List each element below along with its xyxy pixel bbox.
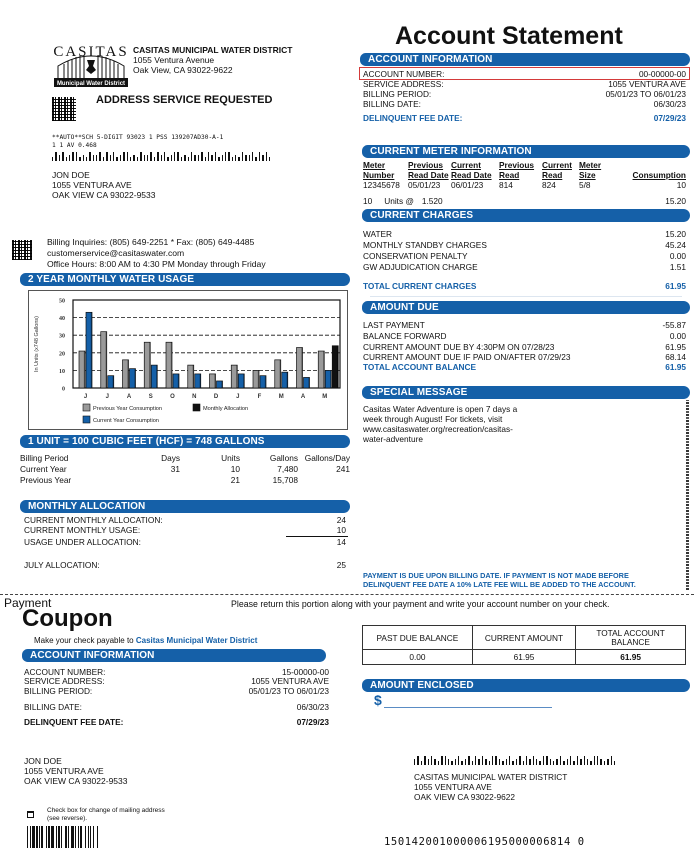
usage-header: 2 YEAR MONTHLY WATER USAGE <box>20 273 350 286</box>
barcode-bar <box>509 756 510 765</box>
barcode-bar <box>96 155 97 161</box>
bar-shadow <box>265 376 266 388</box>
y-tick-label: 30 <box>59 333 65 340</box>
bar-shadow <box>337 346 338 388</box>
charge-row: GW ADJUDICATION CHARGE 1.51 <box>363 262 686 272</box>
meter-header-row: Meter Previous Current Previous Current Meter <box>363 160 602 170</box>
y-tick-label: 20 <box>59 351 65 358</box>
dollar-sign: $ <box>374 692 382 708</box>
allocation-row: USAGE UNDER ALLOCATION: 14 <box>24 537 346 547</box>
payment-notice: PAYMENT IS DUE UPON BILLING DATE. IF PAYMENT IS NOT MADE BEFORE DELINQUENT FEE DATE A 10% LATE FEE WILL BE ADDED TO THE ACCOUNT. <box>363 571 636 589</box>
y-tick-label: 10 <box>59 368 65 375</box>
barcode-bar <box>573 761 574 765</box>
barcode-bar <box>441 756 442 765</box>
barcode-bar <box>174 152 175 161</box>
meter-header-row: Number Read Date Read Date Read Read Size Consumption <box>363 170 686 180</box>
remit-postal-barcode <box>414 756 615 765</box>
past-due-value: 0.00 <box>363 650 473 665</box>
barcode-bar <box>99 152 100 161</box>
barcode-bar <box>590 761 591 765</box>
bar-shadow <box>113 376 114 388</box>
account-barcode <box>27 826 100 848</box>
barcode-bar <box>584 756 585 765</box>
barcode-bar <box>86 157 87 161</box>
barcode-bar <box>127 152 128 161</box>
barcode-bar <box>249 155 250 161</box>
barcode-bar <box>154 157 155 161</box>
barcode-bar <box>83 155 84 161</box>
qr-code-icon <box>52 97 76 121</box>
y-axis-label: In Units (x748 Gallons) <box>34 316 40 372</box>
barcode-bar <box>194 155 195 161</box>
barcode-bar <box>424 756 425 765</box>
customer-name: JON DOE <box>52 170 90 180</box>
barcode-bar <box>529 759 530 765</box>
barcode-bar <box>188 157 189 161</box>
barcode-bar <box>140 152 141 161</box>
barcode-bar <box>492 756 493 765</box>
amount-enclosed-header: AMOUNT ENCLOSED <box>362 679 690 692</box>
barcode-bar <box>580 759 581 765</box>
bar-shadow <box>127 360 128 388</box>
barcode-bar <box>533 756 534 765</box>
barcode-bar <box>539 761 540 765</box>
barcode-bar <box>238 157 239 161</box>
bar-shadow <box>156 365 157 388</box>
bar-shadow <box>236 365 237 388</box>
barcode-bar <box>560 756 561 765</box>
amount-due-row: BALANCE FORWARD 0.00 <box>363 331 686 341</box>
barcode-bar <box>594 756 595 765</box>
bar-shadow <box>91 312 92 388</box>
barcode-bar <box>607 759 608 765</box>
current-amount-value: 61.95 <box>472 650 575 665</box>
barcode-bar <box>252 152 253 161</box>
barcode-bar <box>536 759 537 765</box>
barcode-bar <box>130 157 131 161</box>
qr-code-icon <box>12 240 32 260</box>
barcode-bar <box>69 155 70 161</box>
barcode-bar <box>570 756 571 765</box>
bar-shadow <box>149 342 150 388</box>
coupon-account-row: BILLING DATE: 06/30/23 <box>24 702 329 712</box>
july-allocation-row: JULY ALLOCATION: 25 <box>24 560 346 570</box>
divider <box>370 296 682 297</box>
barcode-bar <box>232 157 233 161</box>
y-tick-label: 0 <box>62 386 65 393</box>
barcode-bar <box>184 155 185 161</box>
svg-text:Municipal Water District: Municipal Water District <box>56 81 126 87</box>
amount-enclosed-input[interactable] <box>384 707 552 708</box>
remit-city: OAK VIEW CA 93022-9622 <box>414 792 516 802</box>
account-info-header: ACCOUNT INFORMATION <box>360 53 690 66</box>
bar-shadow <box>323 351 324 388</box>
change-address-note: (see reverse). <box>47 815 88 822</box>
barcode-bar <box>215 152 216 161</box>
coupon-delinquent-row: DELINQUENT FEE DATE: 07/29/23 <box>24 717 329 727</box>
barcode-bar <box>72 152 73 161</box>
balance-table <box>362 625 686 665</box>
barcode-bar <box>553 761 554 765</box>
barcode-bar <box>235 155 236 161</box>
account-number-row: ACCOUNT NUMBER: 00-00000-00 <box>363 69 686 79</box>
bar-shadow <box>178 374 179 388</box>
barcode-bar <box>255 157 256 161</box>
barcode-bar <box>242 152 243 161</box>
bar-shadow <box>84 351 85 388</box>
barcode-bar <box>597 756 598 765</box>
bar-shadow <box>258 370 259 388</box>
barcode-bar <box>468 756 469 765</box>
bar-shadow <box>287 372 288 388</box>
customer-city: OAK VIEW CA 93022-9533 <box>52 190 156 200</box>
usage-table-header: Billing Period Days Units Gallons Gallons/Day <box>20 453 350 463</box>
legend-label: Current Year Consumption <box>93 418 159 424</box>
legend-label: Monthly Allocation <box>203 406 249 412</box>
barcode-bar <box>228 152 229 161</box>
barcode-bar <box>59 155 60 161</box>
bar-shadow <box>193 365 194 388</box>
barcode-bar <box>434 759 435 765</box>
bar-shadow <box>301 348 302 388</box>
charge-row: WATER 15.20 <box>363 229 686 239</box>
barcode-bar <box>245 155 246 161</box>
allocation-header: MONTHLY ALLOCATION <box>20 500 350 513</box>
barcode-bar <box>225 152 226 161</box>
bar-shadow <box>243 374 244 388</box>
legend-swatch <box>193 404 200 411</box>
total-balance-row: TOTAL ACCOUNT BALANCE 61.95 <box>363 362 686 372</box>
x-tick-label: N <box>192 394 197 400</box>
change-address-label: Check box for change of mailing address <box>47 807 165 814</box>
barcode-bar <box>144 155 145 161</box>
barcode-bar <box>218 157 219 161</box>
postal-barcode <box>52 152 270 161</box>
postal-line-1: **AUTO**SCH 5-DIGIT 93023 1 PSS 139207AD30-A-1 <box>52 134 224 141</box>
billing-inquiries: Billing Inquiries: (805) 649-2251 * Fax: (805) 649-4485 <box>47 237 255 247</box>
barcode-bar <box>266 152 267 161</box>
barcode-bar <box>55 152 56 161</box>
district-city: Oak View, CA 93022-9622 <box>133 65 233 75</box>
barcode-bar <box>563 761 564 765</box>
barcode-bar <box>495 756 496 765</box>
barcode-bar <box>614 761 615 765</box>
tear-line <box>0 594 694 595</box>
barcode-bar <box>502 761 503 765</box>
barcode-bar <box>93 155 94 161</box>
x-tick-label: A <box>126 394 132 400</box>
barcode-bar <box>421 761 422 765</box>
barcode-bar <box>137 157 138 161</box>
x-tick-label: J <box>236 394 240 400</box>
current-charges-header: CURRENT CHARGES <box>362 209 690 222</box>
x-tick-label: O <box>170 394 175 400</box>
payable-note: Make your check payable to Casitas Municipal Water District <box>34 636 258 645</box>
meter-info-header: CURRENT METER INFORMATION <box>362 145 690 158</box>
barcode-bar <box>414 759 415 765</box>
barcode-bar <box>431 756 432 765</box>
y-tick-label: 40 <box>59 316 65 323</box>
barcode-bar <box>181 157 182 161</box>
x-tick-label: M <box>278 394 284 400</box>
barcode-bar <box>489 761 490 765</box>
office-hours: Office Hours: 8:00 AM to 4:30 PM Monday through Friday <box>47 259 266 269</box>
barcode-bar <box>52 157 53 161</box>
barcode-bar <box>448 759 449 765</box>
barcode-bar <box>567 759 568 765</box>
past-due-header: PAST DUE BALANCE <box>363 626 473 650</box>
coupon-account-row: BILLING PERIOD: 05/01/23 TO 06/01/23 <box>24 686 329 696</box>
legend-swatch <box>83 416 90 423</box>
barcode-bar <box>171 155 172 161</box>
units-row: 10 Units @ 1.520 15.20 <box>363 196 686 206</box>
coupon-account-row: ACCOUNT NUMBER: 15-00000-00 <box>24 667 329 677</box>
barcode-bar <box>259 152 260 161</box>
barcode-bar <box>438 761 439 765</box>
charge-row: MONTHLY STANDBY CHARGES 45.24 <box>363 240 686 250</box>
bar-shadow <box>200 374 201 388</box>
bar-shadow <box>280 360 281 388</box>
barcode-bar <box>208 152 209 161</box>
current-amount-header: CURRENT AMOUNT <box>472 626 575 650</box>
x-tick-label: D <box>213 394 219 400</box>
legend-swatch <box>83 404 90 411</box>
district-name: CASITAS MUNICIPAL WATER DISTRICT <box>133 45 293 55</box>
barcode-bar <box>191 152 192 161</box>
y-tick-label: 50 <box>59 298 65 305</box>
return-note: Please return this portion along with your payment and write your account number on your check. <box>231 599 610 609</box>
barcode-bar <box>546 756 547 765</box>
barcode-bar <box>120 155 121 161</box>
district-street: 1055 Ventura Avenue <box>133 55 215 65</box>
meter-data-row: 12345678 05/01/23 06/01/23 814 824 5/8 10 <box>363 180 686 190</box>
barcode-bar <box>600 759 601 765</box>
barcode-bar <box>428 759 429 765</box>
customer-service-email[interactable]: customerservice@casitaswater.com <box>47 248 185 258</box>
total-charges-row: TOTAL CURRENT CHARGES 61.95 <box>363 281 686 291</box>
x-tick-label: M <box>322 394 328 400</box>
statement-title: Account Statement <box>395 22 623 50</box>
barcode-bar <box>98 826 100 848</box>
barcode-bar <box>66 157 67 161</box>
barcode-bar <box>116 157 117 161</box>
barcode-bar <box>451 761 452 765</box>
barcode-bar <box>103 157 104 161</box>
barcode-bar <box>211 155 212 161</box>
barcode-bar <box>604 761 605 765</box>
remit-street: 1055 VENTURA AVE <box>414 782 492 792</box>
barcode-bar <box>445 756 446 765</box>
coupon-account-row: SERVICE ADDRESS: 1055 VENTURA AVE <box>24 676 329 686</box>
coupon-customer-street: 1055 VENTURA AVE <box>24 766 104 776</box>
amount-due-row: CURRENT AMOUNT DUE BY 4:30PM ON 07/28/23 61.95 <box>363 342 686 352</box>
special-message-header: SPECIAL MESSAGE <box>362 386 690 399</box>
barcode-bar <box>79 157 80 161</box>
barcode-bar <box>133 155 134 161</box>
coupon-account-header: ACCOUNT INFORMATION <box>22 649 326 662</box>
usage-table <box>20 453 350 486</box>
barcode-bar <box>516 759 517 765</box>
special-message: Casitas Water Adventure is open 7 days a week through August! For tickets, visit www.casitaswater.org/recreation/casitas- water-adventure <box>363 404 518 444</box>
barcode-bar <box>577 756 578 765</box>
x-tick-label: A <box>300 394 306 400</box>
barcode-bar <box>417 756 418 765</box>
barcode-bar <box>475 756 476 765</box>
barcode-bar <box>89 152 90 161</box>
barcode-bar <box>167 157 168 161</box>
barcode-bar <box>76 152 77 161</box>
barcode-bar <box>519 756 520 765</box>
barcode-bar <box>150 152 151 161</box>
delinquent-date-row: DELINQUENT FEE DATE: 07/29/23 <box>363 113 686 123</box>
barcode-bar <box>123 152 124 161</box>
barcode-bar <box>198 155 199 161</box>
barcode-bar <box>455 759 456 765</box>
x-tick-label: J <box>83 394 88 400</box>
barcode-bar <box>556 759 557 765</box>
total-balance-header: TOTAL ACCOUNT BALANCE <box>576 626 686 650</box>
amount-due-row: CURRENT AMOUNT DUE IF PAID ON/AFTER 07/29/23 68.14 <box>363 352 686 362</box>
barcode-bar <box>205 157 206 161</box>
legend-label: Previous Year Consumption <box>93 406 163 412</box>
usage-table-row: Current Year 31 10 7,480 241 <box>20 464 350 474</box>
remit-name: CASITAS MUNICIPAL WATER DISTRICT <box>414 772 568 782</box>
barcode-bar <box>472 761 473 765</box>
service-address-row: SERVICE ADDRESS: 1055 VENTURA AVE <box>363 79 686 89</box>
bar-shadow <box>308 377 309 388</box>
barcode-bar <box>113 152 114 161</box>
barcode-bar <box>269 157 270 161</box>
coupon-customer-name: JON DOE <box>24 756 62 766</box>
barcode-bar <box>478 759 479 765</box>
barcode-bar <box>526 756 527 765</box>
unit-header: 1 UNIT = 100 CUBIC FEET (HCF) = 748 GALLONS <box>20 435 350 448</box>
barcode-bar <box>201 152 202 161</box>
printer-mark <box>686 400 689 590</box>
billing-date-row: BILLING DATE: 06/30/23 <box>363 99 686 109</box>
barcode-bar <box>550 759 551 765</box>
usage-table-row: Previous Year 21 15,708 <box>20 475 298 485</box>
barcode-bar <box>587 759 588 765</box>
charge-row: CONSERVATION PENALTY 0.00 <box>363 251 686 261</box>
x-tick-label: J <box>105 394 109 400</box>
barcode-bar <box>106 152 107 161</box>
barcode-bar <box>147 155 148 161</box>
change-address-checkbox[interactable] <box>27 811 34 818</box>
bar-shadow <box>214 374 215 388</box>
barcode-bar <box>465 759 466 765</box>
bar-shadow <box>330 370 331 388</box>
barcode-bar <box>262 155 263 161</box>
svg-text:CASITAS: CASITAS <box>53 44 129 60</box>
barcode-bar <box>543 756 544 765</box>
allocation-row: CURRENT MONTHLY USAGE: 10 <box>24 525 346 535</box>
coupon-title-small: Payment <box>4 596 52 610</box>
coupon-customer-city: OAK VIEW CA 93022-9533 <box>24 776 128 786</box>
barcode-bar <box>523 761 524 765</box>
postal-line-2: 1 1 AV 0.468 <box>52 142 97 149</box>
barcode-bar <box>485 759 486 765</box>
customer-street: 1055 VENTURA AVE <box>52 180 132 190</box>
x-tick-label: F <box>257 394 262 400</box>
barcode-bar <box>458 756 459 765</box>
billing-period-row: BILLING PERIOD: 05/01/23 TO 06/01/23 <box>363 89 686 99</box>
barcode-bar <box>461 761 462 765</box>
barcode-bar <box>62 152 63 161</box>
barcode-bar <box>161 155 162 161</box>
total-balance-value: 61.95 <box>576 650 686 665</box>
bar-shadow <box>106 332 107 388</box>
allocation-row: CURRENT MONTHLY ALLOCATION: 24 <box>24 515 346 525</box>
meter-table <box>363 160 686 190</box>
barcode-bar <box>512 761 513 765</box>
bar-shadow <box>221 381 222 388</box>
bar-shadow <box>171 342 172 388</box>
usage-chart <box>28 290 348 430</box>
barcode-bar <box>499 759 500 765</box>
x-tick-label: S <box>148 394 153 400</box>
barcode-bar <box>482 756 483 765</box>
amount-due-header: AMOUNT DUE <box>362 301 690 314</box>
barcode-bar <box>506 759 507 765</box>
barcode-bar <box>611 756 612 765</box>
district-logo <box>50 42 132 88</box>
barcode-bar <box>164 152 165 161</box>
address-service-requested: ADDRESS SERVICE REQUESTED <box>96 94 273 106</box>
ocr-scanline: 150142001000006195000006814 0 <box>384 836 585 848</box>
barcode-bar <box>157 152 158 161</box>
barcode-bar <box>177 152 178 161</box>
amount-due-row: LAST PAYMENT -55.87 <box>363 320 686 330</box>
bar-shadow <box>134 369 135 388</box>
coupon-title: Coupon <box>22 605 113 632</box>
barcode-bar <box>110 155 111 161</box>
barcode-bar <box>222 155 223 161</box>
